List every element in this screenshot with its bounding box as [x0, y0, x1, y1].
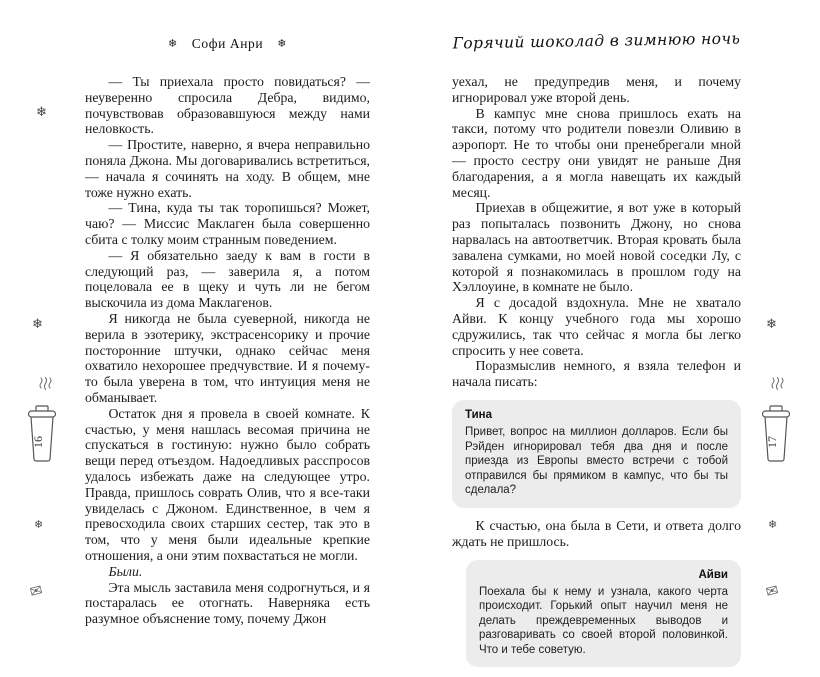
- snowflake-icon: ❄: [36, 104, 47, 119]
- snowflake-icon: ❄: [768, 519, 778, 531]
- body-paragraph: — Я обязательно заеду к вам в гости в следующий раз, — заверила я, а потом поцеловала ее в щеку и чуть ли не бегом выскочила из дома Маклагенов.: [85, 247, 370, 311]
- chat-sender-name: Айви: [698, 568, 728, 581]
- body-paragraph: — Ты приехала просто повидаться? — неуверенно спросила Дебра, видимо, почувствовав образовавшуюся между нами неловкость.: [85, 74, 370, 137]
- steam-doodle-icon: [770, 374, 785, 391]
- snowflake-icon: ❄: [167, 38, 178, 50]
- chat-message-ivy: [466, 560, 741, 668]
- envelope-glyph: ✉: [28, 582, 45, 602]
- left-page-number: 16: [31, 436, 45, 448]
- chat-sender-name: Тина: [465, 408, 492, 421]
- right-page-number: 17: [765, 436, 779, 448]
- body-paragraph: — Простите, наверно, я вчера неправильно поняла Джона. Мы договаривались встретиться, — начала я сочинять на ходу. В общем, мне тоже нужно ехать.: [85, 137, 370, 200]
- steam-doodle-icon: [38, 374, 53, 391]
- body-paragraph: Остаток дня я провела в своей комнате. К счастью, у меня нашлась весомая причина не спускаться в гостиную: нужно было собрать вещи перед отъездом. Надоедливых расспросов удалось избежать даже на следующее утро. Правда, пришлось соврать Олив, что я все-таки увиделась с Джоном. Единственное, в чем я превосходила своих старших сестер, так это в том, что у меня были идеальные крепкие отношения, а они этим похвастаться не могли.: [85, 405, 370, 563]
- chat-message-tina: [452, 400, 741, 508]
- body-paragraph-emphasis: Были.: [108, 563, 143, 579]
- body-paragraph: Эта мысль заставила меня содрогнуться, и я постаралась ее отогнать. Наверняка есть разумное объяснение тому, почему Джон: [85, 579, 370, 627]
- author-name: Софи Анри: [191, 36, 264, 51]
- right-page: [452, 0, 741, 677]
- body-paragraph: В кампус мне снова пришлось ехать на такси, потому что родители повезли Оливию в аэропорт. Не то чтобы они пренебрегали мной — просто сестру они увидят не раньше Дня благодарения, а я могла навещать их каждый месяц.: [452, 105, 741, 200]
- chat-message-text: Поехала бы к нему и узнала, какого черта происходит. Горький опыт научил меня не делать преждевременных выводов и разговаривать со своей второй половинкой. Что и тебе советую.: [479, 585, 728, 656]
- left-page: [85, 0, 370, 627]
- right-page-header: Горячий шоколад в зимнюю ночь: [452, 29, 741, 53]
- snowflake-icon: ❄: [32, 316, 43, 331]
- snowflake-icon: ❄: [277, 38, 288, 50]
- body-paragraph: Я с досадой вздохнула. Мне не хватало Айви. К концу учебного года мы хорошо сдружились, так что сейчас я могла бы легко спросить у нее совета.: [452, 295, 741, 358]
- body-paragraph: уехал, не предупредив меня, и почему игнорировал уже второй день.: [452, 74, 741, 105]
- left-page-header: [85, 36, 370, 52]
- envelope-glyph: ✉: [764, 582, 781, 602]
- chat-message-text: Привет, вопрос на миллион долларов. Если бы Рэйден игнорировал тебя два дня и после приезда из Европы вместо встречи с тобой отправился бы прямиком в кампус, что бы ты сделала?: [465, 425, 728, 497]
- envelope-doodle-icon: [30, 582, 43, 601]
- body-paragraph: К счастью, она была в Сети, и ответа долго ждать не пришлось.: [452, 517, 741, 549]
- coffee-cup-doodle: [760, 404, 792, 464]
- snowflake-icon: ❄: [34, 519, 44, 531]
- body-paragraph: Поразмыслив немного, я взяла телефон и начала писать:: [452, 358, 741, 390]
- body-paragraph: Приехав в общежитие, я вот уже в который раз попыталась позвонить Джону, но снова нарвалась на автоответчик. Вторая кровать была завалена сумками, но моей новой соседки Лу, с которой я познакомилась в прошлом году на Хэллоуине, в комнате не было.: [452, 200, 741, 295]
- body-paragraph: Я никогда не была суеверной, никогда не верила в эзотерику, экстрасенсорику и прочие посторонние штучки, однако сейчас меня охватило нехорошее предчувствие. И я почему-то была уверена в том, что интуиция меня не обманывает.: [85, 310, 370, 405]
- envelope-doodle-icon: [766, 582, 779, 601]
- coffee-cup-doodle: [26, 404, 58, 464]
- body-paragraph: — Тина, куда ты так торопишься? Может, чаю? — Миссис Маклаген была совершенно сбита с толку моим странным поведением.: [85, 200, 370, 247]
- snowflake-icon: ❄: [766, 316, 777, 331]
